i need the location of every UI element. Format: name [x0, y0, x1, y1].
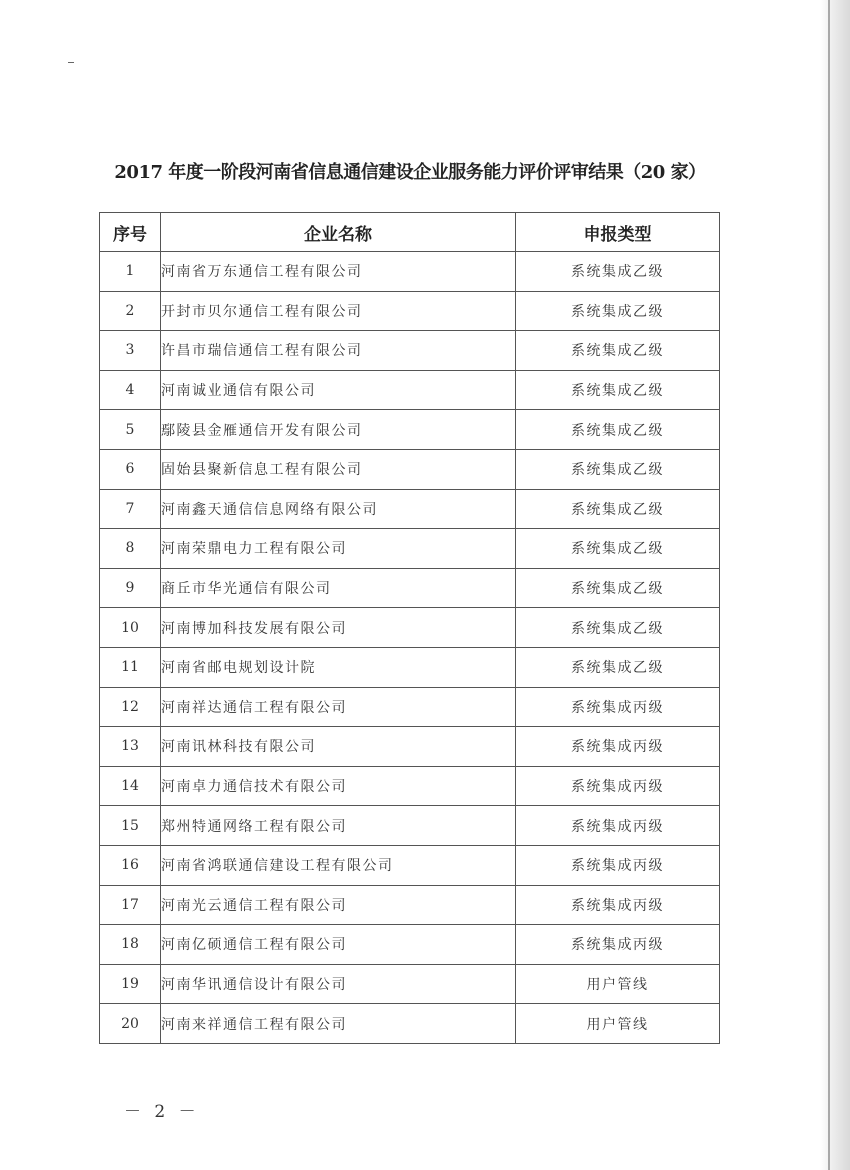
- row-index: 4: [100, 370, 161, 410]
- application-type: 系统集成丙级: [516, 925, 720, 965]
- results-table: [99, 212, 720, 1044]
- company-name: 河南博加科技发展有限公司: [161, 608, 516, 648]
- table-row: [100, 845, 720, 885]
- table-row: [100, 806, 720, 846]
- company-name: 河南亿硕通信工程有限公司: [161, 925, 516, 965]
- application-type: 系统集成乙级: [516, 608, 720, 648]
- company-name: 河南省万东通信工程有限公司: [161, 252, 516, 292]
- company-name: 鄢陵县金雁通信开发有限公司: [161, 410, 516, 450]
- row-index: 1: [100, 252, 161, 292]
- row-index: 14: [100, 766, 161, 806]
- company-name: 河南讯林科技有限公司: [161, 727, 516, 767]
- company-name: 河南诚业通信有限公司: [161, 370, 516, 410]
- company-name: 河南荣鼎电力工程有限公司: [161, 529, 516, 569]
- company-name: 河南省鸿联通信建设工程有限公司: [161, 845, 516, 885]
- table-row: [100, 727, 720, 767]
- row-index: 20: [100, 1004, 161, 1044]
- table-row: [100, 291, 720, 331]
- table-row: [100, 449, 720, 489]
- table-row: [100, 964, 720, 1004]
- table-row: [100, 529, 720, 569]
- application-type: 系统集成丙级: [516, 885, 720, 925]
- company-name: 固始县聚新信息工程有限公司: [161, 449, 516, 489]
- company-name: 河南卓力通信技术有限公司: [161, 766, 516, 806]
- table-row: [100, 1004, 720, 1044]
- application-type: 系统集成丙级: [516, 687, 720, 727]
- table-row: [100, 331, 720, 371]
- row-index: 5: [100, 410, 161, 450]
- application-type: 系统集成乙级: [516, 370, 720, 410]
- application-type: 系统集成乙级: [516, 568, 720, 608]
- row-index: 3: [100, 331, 161, 371]
- table-header-row: [100, 213, 720, 252]
- row-index: 2: [100, 291, 161, 331]
- row-index: 7: [100, 489, 161, 529]
- application-type: 系统集成乙级: [516, 449, 720, 489]
- table-row: [100, 489, 720, 529]
- table-row: [100, 925, 720, 965]
- table-row: [100, 687, 720, 727]
- column-header-type: 申报类型: [516, 213, 720, 252]
- row-index: 15: [100, 806, 161, 846]
- table-row: [100, 647, 720, 687]
- table-row: [100, 252, 720, 292]
- company-name: 河南来祥通信工程有限公司: [161, 1004, 516, 1044]
- table-row: [100, 410, 720, 450]
- application-type: 系统集成乙级: [516, 410, 720, 450]
- row-index: 17: [100, 885, 161, 925]
- company-name: 河南省邮电规划设计院: [161, 647, 516, 687]
- row-index: 11: [100, 647, 161, 687]
- company-name: 商丘市华光通信有限公司: [161, 568, 516, 608]
- company-name: 河南华讯通信设计有限公司: [161, 964, 516, 1004]
- row-index: 8: [100, 529, 161, 569]
- application-type: 系统集成丙级: [516, 845, 720, 885]
- company-name: 许昌市瑞信通信工程有限公司: [161, 331, 516, 371]
- row-index: 6: [100, 449, 161, 489]
- row-index: 12: [100, 687, 161, 727]
- scan-speck: [68, 62, 74, 63]
- application-type: 系统集成乙级: [516, 529, 720, 569]
- application-type: 系统集成丙级: [516, 806, 720, 846]
- application-type: 用户管线: [516, 964, 720, 1004]
- table-row: [100, 608, 720, 648]
- application-type: 系统集成乙级: [516, 489, 720, 529]
- scan-edge: [820, 0, 850, 1170]
- company-name: 开封市贝尔通信工程有限公司: [161, 291, 516, 331]
- company-name: 郑州特通网络工程有限公司: [161, 806, 516, 846]
- row-index: 10: [100, 608, 161, 648]
- application-type: 系统集成乙级: [516, 647, 720, 687]
- company-name: 河南光云通信工程有限公司: [161, 885, 516, 925]
- row-index: 9: [100, 568, 161, 608]
- table-row: [100, 766, 720, 806]
- table-row: [100, 568, 720, 608]
- row-index: 19: [100, 964, 161, 1004]
- application-type: 系统集成乙级: [516, 331, 720, 371]
- application-type: 用户管线: [516, 1004, 720, 1044]
- table-row: [100, 885, 720, 925]
- column-header-name: 企业名称: [161, 213, 516, 252]
- company-name: 河南祥达通信工程有限公司: [161, 687, 516, 727]
- column-header-index: 序号: [100, 213, 161, 252]
- table-row: [100, 370, 720, 410]
- document-title: 2017 年度一阶段河南省信息通信建设企业服务能力评价评审结果（20 家）: [114, 162, 706, 183]
- page-number: － 2 －: [124, 1102, 200, 1122]
- application-type: 系统集成乙级: [516, 252, 720, 292]
- row-index: 13: [100, 727, 161, 767]
- company-name: 河南鑫天通信信息网络有限公司: [161, 489, 516, 529]
- application-type: 系统集成丙级: [516, 766, 720, 806]
- application-type: 系统集成丙级: [516, 727, 720, 767]
- row-index: 18: [100, 925, 161, 965]
- application-type: 系统集成乙级: [516, 291, 720, 331]
- row-index: 16: [100, 845, 161, 885]
